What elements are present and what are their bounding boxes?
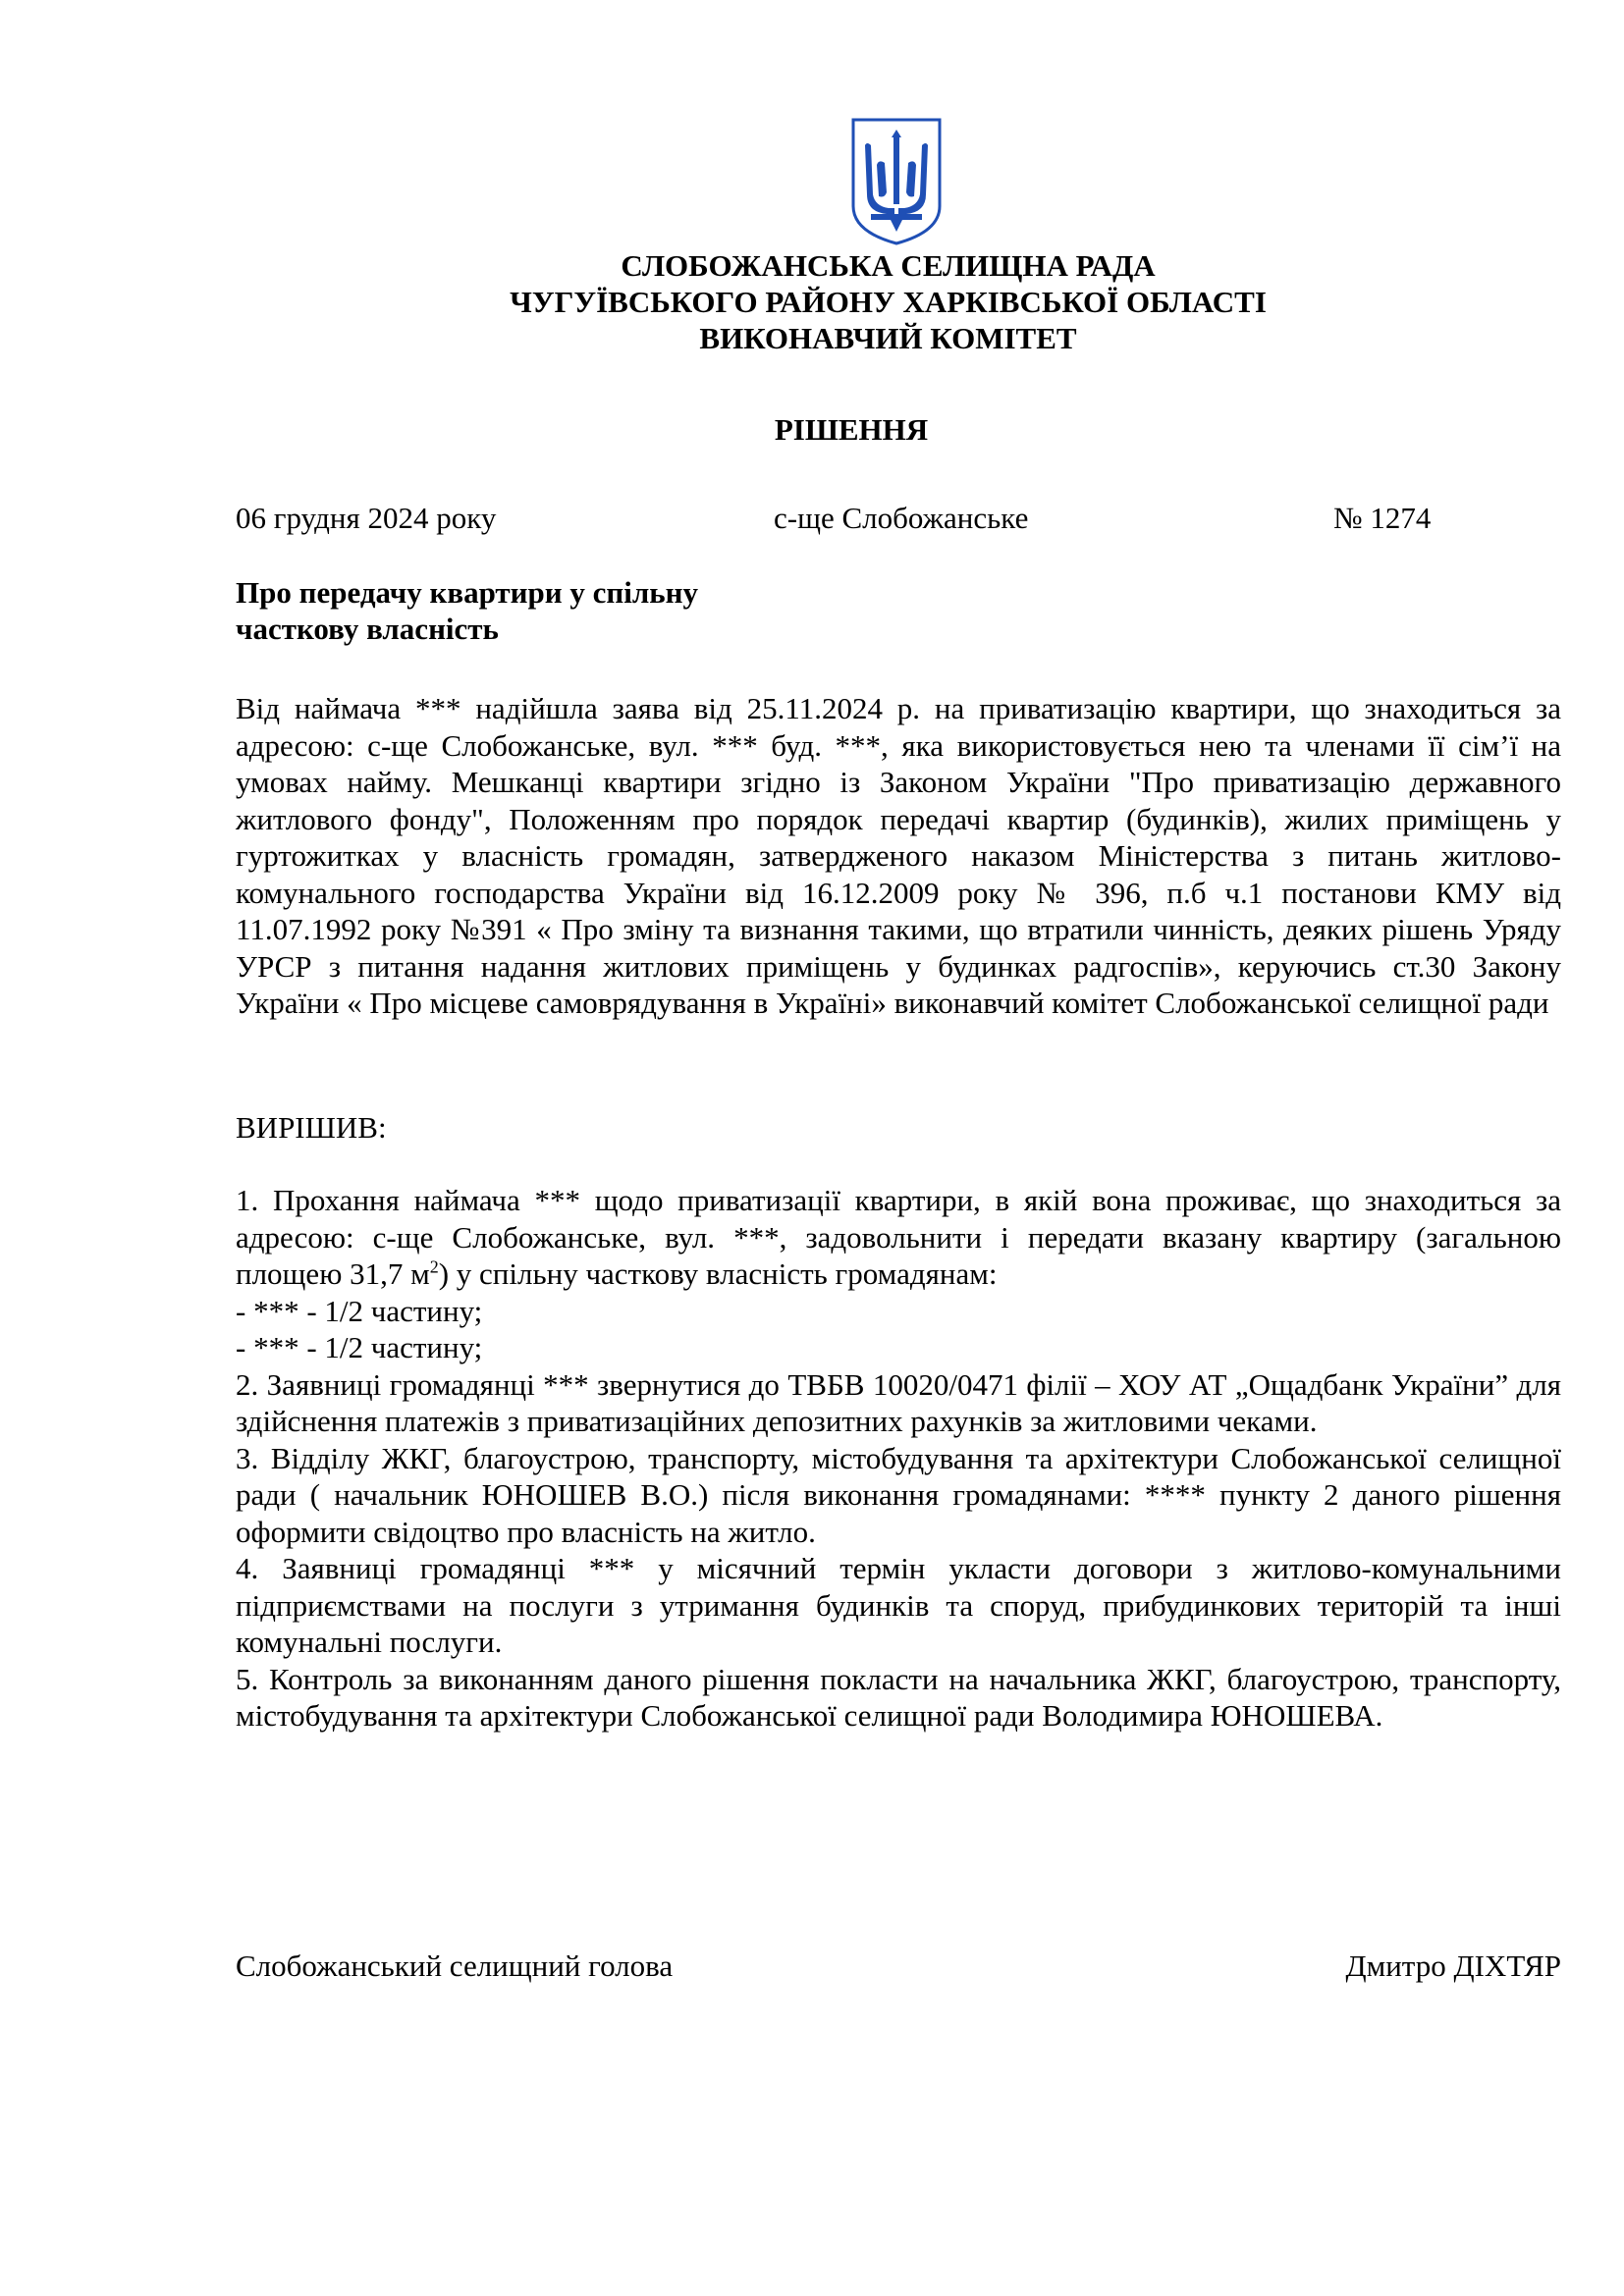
subject-line: Про передачу квартири у спільну xyxy=(236,575,698,610)
header-council-name: СЛОБОЖАНСЬКА СЕЛИЩНА РАДА xyxy=(621,248,1156,283)
header-committee-name: ВИКОНАВЧИЙ КОМІТЕТ xyxy=(699,321,1077,355)
signatory-title: Слобожанський селищний голова xyxy=(236,1949,674,1983)
resolution-item-2: 2. Заявниці громадянці *** звернутися до ТВБВ 10020/0471 філії – ХОУ АТ „Ощадбанк України” для здійснення платежів з приватизаційних депозитних рахунків за житловими чеками. xyxy=(236,1366,1561,1438)
document-subject xyxy=(236,574,825,647)
resolution-item-1 xyxy=(236,1182,1561,1293)
resolution-item-4: 4. Заявниці громадянці *** у місячний термін укласти договори з житлово-комунальними підприємствами на послуги з утримання будинків та споруд, прибудинкових територій та інші комунальні послуги. xyxy=(236,1551,1561,1659)
item-1-text-end: ) у спільну часткову власність громадянам: xyxy=(438,1256,998,1291)
signature-block xyxy=(236,1949,1561,1988)
signatory-name: Дмитро ДІХТЯР xyxy=(1345,1949,1561,1983)
resolved-heading: ВИРІШИВ: xyxy=(236,1110,387,1145)
resolution-items xyxy=(236,1182,1561,1735)
superscript-2: 2 xyxy=(429,1256,439,1277)
organization-header xyxy=(0,247,1624,356)
document-number: № 1274 xyxy=(1333,501,1432,535)
share-line-2: - *** - 1/2 частину; xyxy=(236,1330,483,1364)
resolution-item-5: 5. Контроль за виконанням даного рішення покласти на начальника ЖКГ, благоустрою, транспорту, містобудування та архітектури Слобожанської селищної ради Володимира ЮНОШЕВА. xyxy=(236,1661,1561,1733)
coat-of-arms-of-ukraine-icon xyxy=(849,116,944,247)
document-type-title: РІШЕННЯ xyxy=(774,412,929,447)
subject-line: часткову власність xyxy=(236,612,499,646)
document-place: с-ще Слобожанське xyxy=(774,501,1029,535)
document-meta-row xyxy=(236,501,1453,540)
preamble-paragraph: Від наймача *** надійшла заява від 25.11.2024 р. на приватизацію квартири, що знаходиться за адресою: с-ще Слобожанське, вул. *** буд. ***, яка використовується нею та членами її сім’ї на умовах найму. Мешканці квартири згідно із Законом України "Про приватизацію державного житлового фонду", Положенням про порядок передачі квартир (будинків), жилих приміщень у гуртожитках у власність громадян, затвердженого наказом Міністерства з питань житлово-комунального господарства України від 16.12.2009 року № 396, п.б ч.1 постанови КМУ від 11.07.1992 року №391 « Про зміну та визнання такими, що втратили чинність, деяких рішень Уряду УРСР з питання надання житлових приміщень у будинках радгоспів», керуючись ст.30 Закону України « Про місцеве самоврядування в Україні» виконавчий комітет Слобожанської селищної ради xyxy=(236,691,1561,1020)
item-1-text: 1. Прохання наймача *** щодо приватизації квартири, в якій вона проживає, що знаходиться за адресою: с-ще Слобожанське, вул. ***, задовольнити і передати вказану квартиру (загальною площею 31,7 м xyxy=(236,1183,1561,1291)
header-district-name: ЧУГУЇВСЬКОГО РАЙОНУ ХАРКІВСЬКОЇ ОБЛАСТІ xyxy=(510,285,1267,319)
document-date: 06 грудня 2024 року xyxy=(236,501,497,535)
share-line-1: - *** - 1/2 частину; xyxy=(236,1293,483,1328)
resolution-item-3: 3. Відділу ЖКГ, благоустрою, транспорту, містобудування та архітектури Слобожанської селищної ради ( начальник ЮНОШЕВ В.О.) після виконання громадянами: **** пункту 2 даного рішення оформити свідоцтво про власність на житло. xyxy=(236,1440,1561,1549)
